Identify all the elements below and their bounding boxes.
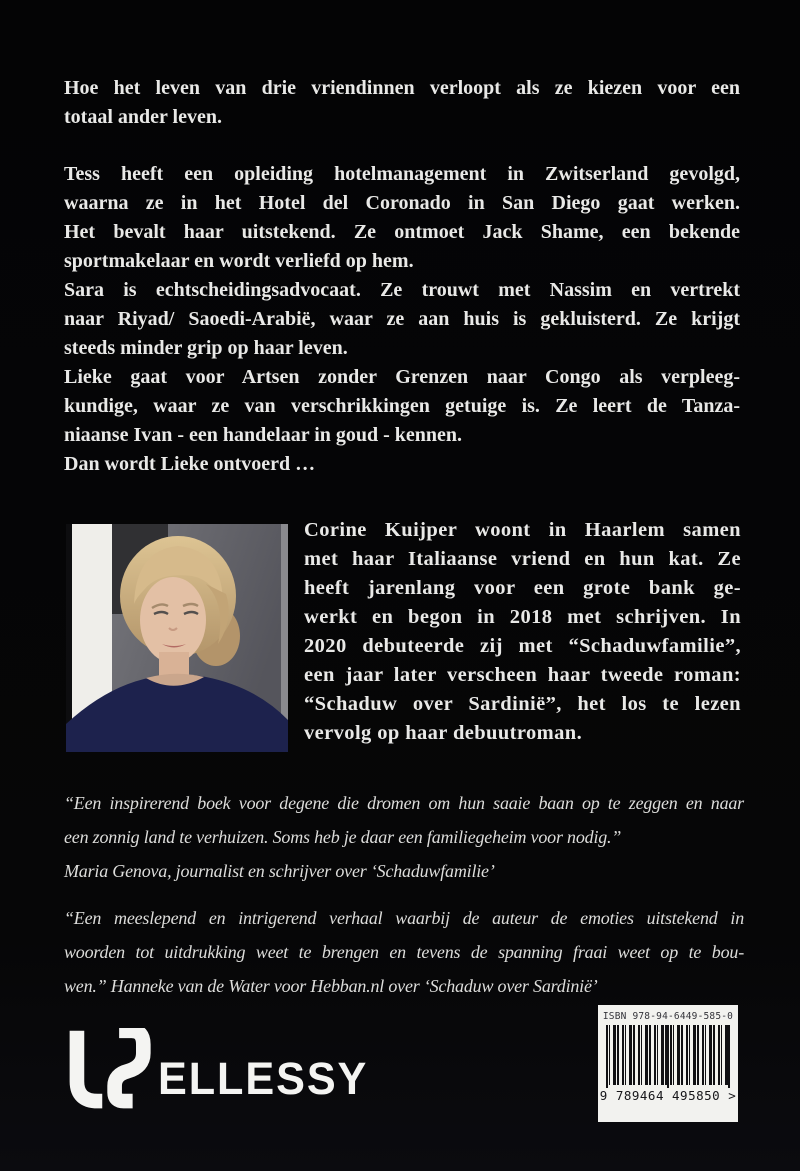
text-line: totaal ander leven.: [64, 106, 222, 128]
review-quote-2: [64, 901, 744, 1003]
text-line: “Schaduw over Sardinië”, het los te lezen: [304, 693, 741, 715]
text-line: een zonnig land te verhuizen. Soms heb je daar een familiegeheim voor nodig.”: [64, 827, 622, 847]
paragraph: [304, 516, 741, 748]
text-line: wen.” Hanneke van de Water voor Hebban.nl over ‘Schaduw over Sardinië’: [64, 976, 598, 996]
text-line: naar Riyad/ Saoedi-Arabië, waar ze aan huis is gekluisterd. Ze krijgt: [64, 308, 740, 330]
text-line: heeft jarenlang voor een grote bank ge-: [304, 577, 741, 599]
text-line: “Een inspirerend boek voor degene die dromen om hun saaie baan op te zeggen en naar: [64, 793, 744, 813]
text-line: Hoe het leven van drie vriendinnen verloopt als ze kiezen voor een: [64, 77, 740, 99]
text-line: sportmakelaar en wordt verliefd op hem.: [64, 250, 414, 272]
text-line: kundige, waar ze van verschrikkingen getuige is. Ze leert de Tanza-: [64, 395, 740, 417]
paragraph: [64, 363, 740, 450]
review-quote-1: [64, 786, 744, 888]
synopsis-text: [64, 74, 740, 479]
publisher-logo-ls-icon: [64, 1028, 154, 1110]
barcode: [598, 1005, 738, 1122]
text-line: een jaar later verscheen haar tweede roman:: [304, 664, 741, 686]
text-line: Dan wordt Lieke ontvoerd …: [64, 453, 316, 475]
text-line: 2020 debuteerde zij met “Schaduwfamilie”,: [304, 635, 741, 657]
text-line: steeds minder grip op haar leven.: [64, 337, 348, 359]
paragraph: [64, 786, 744, 854]
barcode-bars: [606, 1025, 730, 1085]
publisher-name: ELLESSY: [158, 1053, 369, 1104]
paragraph: [64, 450, 740, 479]
author-photo: [66, 524, 288, 752]
barcode-guard-bar: [728, 1025, 730, 1095]
publisher-logo: [64, 1028, 377, 1110]
ean-number: 9 789464 495850 >: [599, 1088, 737, 1103]
text-line: Corine Kuijper woont in Haarlem samen: [304, 519, 741, 541]
paragraph: [64, 854, 744, 888]
author-portrait-illustration: [66, 524, 288, 752]
text-line: waarna ze in het Hotel del Coronado in San Diego gaat werken.: [64, 192, 740, 214]
text-line: Het bevalt haar uitstekend. Ze ontmoet Jack Shame, een bekende: [64, 221, 740, 243]
author-bio: [304, 516, 741, 748]
barcode-guard-bar: [606, 1025, 608, 1095]
text-line: Maria Genova, journalist en schrijver over ‘Schaduwfamilie’: [64, 861, 495, 881]
paragraph: [64, 74, 740, 132]
paragraph: [64, 276, 740, 363]
text-line: Tess heeft een opleiding hotelmanagement in Zwitserland gevolgd,: [64, 163, 740, 185]
text-line: vervolg op haar debuutroman.: [304, 722, 583, 744]
barcode-guard-bar: [667, 1025, 669, 1095]
text-line: “Een meeslepend en intrigerend verhaal waarbij de auteur de emoties uitstekend in: [64, 908, 744, 928]
text-line: werkt en begon in 2018 met schrijven. In: [304, 606, 741, 628]
paragraph: [64, 160, 740, 276]
isbn-label: ISBN 978-94-6449-585-0: [602, 1011, 734, 1022]
text-line: niaanse Ivan - een handelaar in goud - kennen.: [64, 424, 463, 446]
text-line: Lieke gaat voor Artsen zonder Grenzen naar Congo als verpleeg-: [64, 366, 740, 388]
text-line: woorden tot uitdrukking weet te brengen en tevens de spanning fraai weet op te bou-: [64, 942, 744, 962]
text-line: met haar Italiaanse vriend en hun kat. Ze: [304, 548, 741, 570]
paragraph: [64, 901, 744, 1003]
text-line: Sara is echtscheidingsadvocaat. Ze trouwt met Nassim en vertrekt: [64, 279, 740, 301]
